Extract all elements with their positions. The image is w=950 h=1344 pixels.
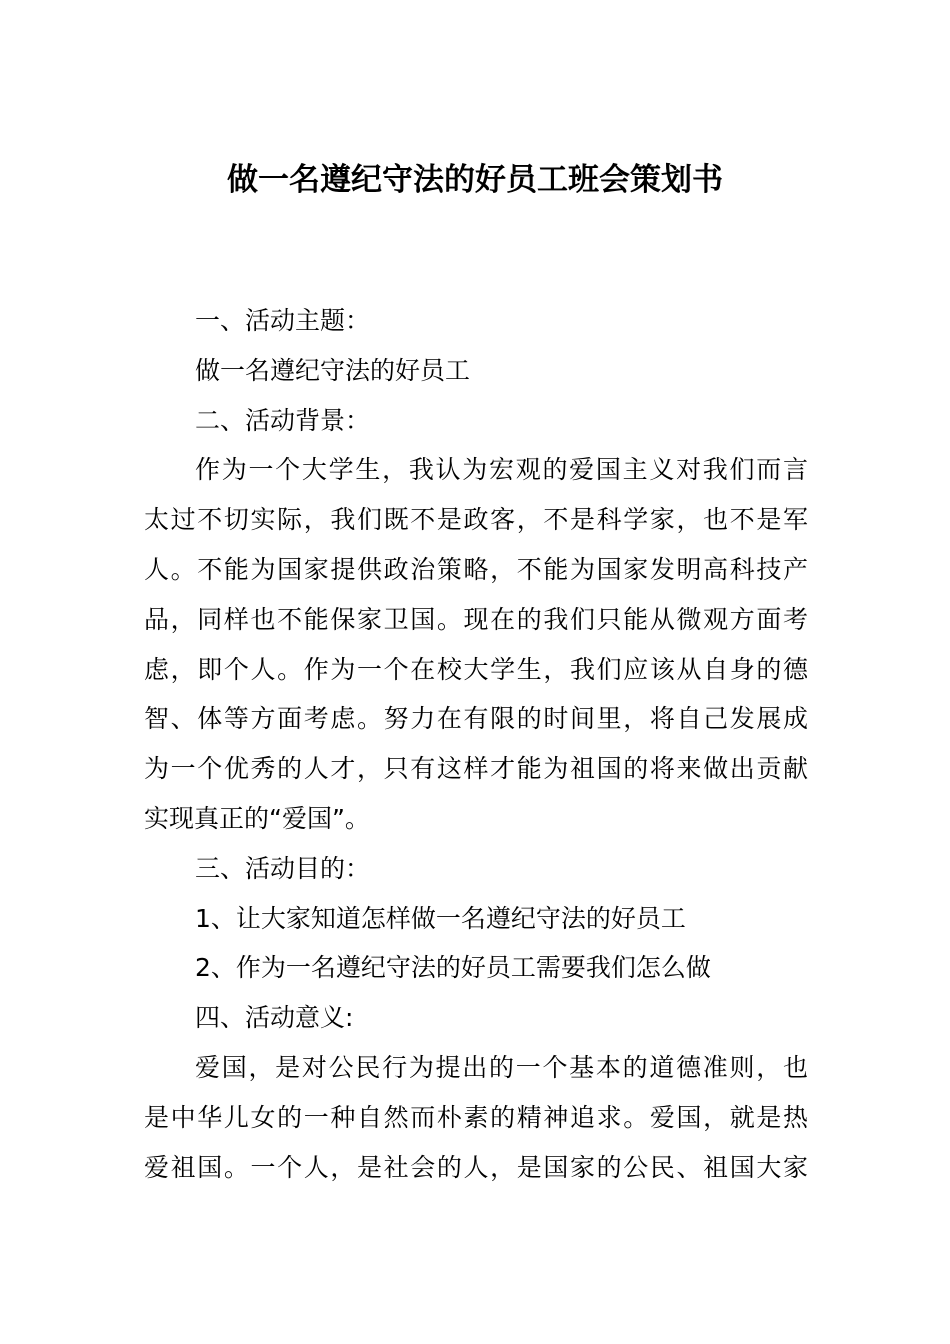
paragraph-line: 虑，即个人。作为一个在校大学生，我们应该从自身的德 bbox=[144, 654, 808, 684]
section-heading-purpose: 三、活动目的： bbox=[195, 853, 371, 883]
section-heading-significance: 四、活动意义: bbox=[195, 1003, 354, 1033]
paragraph-line: 爱国，是对公民行为提出的一个基本的道德准则，也 bbox=[195, 1052, 808, 1082]
section-heading-theme: 一、活动主题： bbox=[195, 306, 371, 335]
list-item: 1、让大家知道怎样做一名遵纪守法的好员工 bbox=[195, 903, 686, 933]
paragraph-line: 实现真正的“爱国”。 bbox=[144, 803, 370, 833]
paragraph-line: 爱祖国。一个人，是社会的人，是国家的公民、祖国大家 bbox=[144, 1152, 808, 1182]
theme-text: 做一名遵纪守法的好员工 bbox=[195, 355, 471, 385]
document-body bbox=[144, 296, 808, 1192]
paragraph-line: 为一个优秀的人才，只有这样才能为祖国的将来做出贡献 bbox=[144, 754, 808, 784]
paragraph-line: 品，同样也不能保家卫国。现在的我们只能从微观方面考 bbox=[144, 604, 808, 634]
paragraph-line: 人。不能为国家提供政治策略，不能为国家发明高科技产 bbox=[144, 554, 808, 584]
paragraph-line: 太过不切实际，我们既不是政客，不是科学家，也不是军 bbox=[144, 505, 808, 535]
paragraph-line: 是中华儿女的一种自然而朴素的精神追求。爱国，就是热 bbox=[144, 1102, 808, 1132]
document-title: 做一名遵纪守法的好员工班会策划书 bbox=[227, 162, 723, 198]
paragraph-line: 智、体等方面考虑。努力在有限的时间里，将自己发展成 bbox=[144, 704, 808, 734]
list-item: 2、作为一名遵纪守法的好员工需要我们怎么做 bbox=[195, 953, 711, 983]
section-heading-background: 二、活动背景： bbox=[195, 405, 371, 435]
paragraph-line: 作为一个大学生，我认为宏观的爱国主义对我们而言 bbox=[195, 455, 808, 485]
